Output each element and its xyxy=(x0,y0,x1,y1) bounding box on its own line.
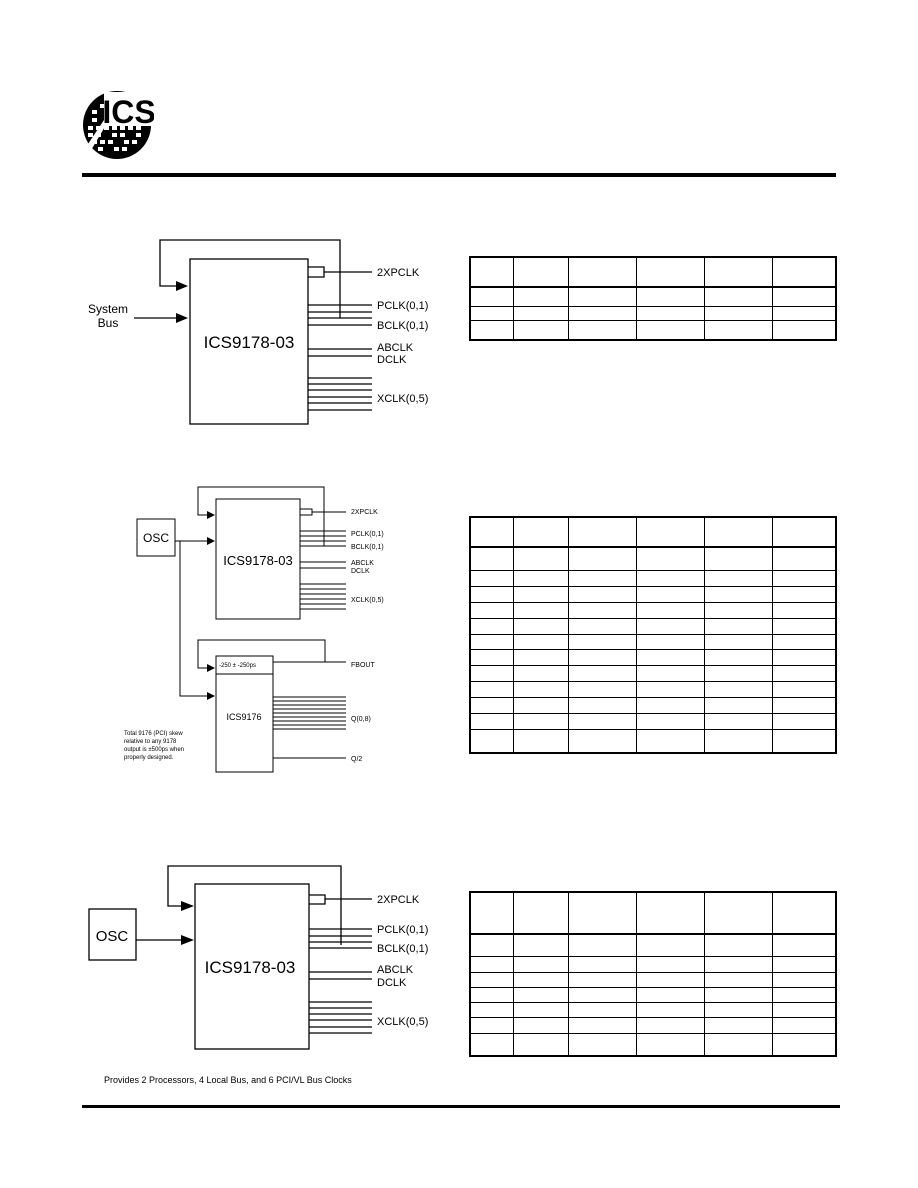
block-diagram-osc-9176 xyxy=(110,480,460,780)
block-diagram-osc xyxy=(80,860,450,1090)
diagram-caption: Provides 2 Processors, 4 Local Bus, and 6 PCI/VL Bus Clocks xyxy=(104,1075,352,1085)
output-label: ABCLK xyxy=(377,342,414,354)
block-diagram-system-bus xyxy=(80,235,450,435)
frequency-table-2 xyxy=(469,516,837,754)
skew-note: Total 9176 (PCI) skew xyxy=(124,731,183,737)
input-label: System xyxy=(87,302,129,316)
output-label: PCLK(0,1) xyxy=(377,300,429,312)
output-label: Q(0,8) xyxy=(351,716,371,723)
output-label: 2XPCLK xyxy=(351,509,378,516)
footer-rule xyxy=(82,1105,840,1108)
output-label: XCLK(0,5) xyxy=(377,1016,429,1028)
output-label: ABCLK xyxy=(351,560,374,567)
skew-note: output is ±500ps when xyxy=(124,747,184,753)
input-label: Bus xyxy=(97,316,119,330)
skew-note: relative to any 9178 xyxy=(124,739,177,745)
frequency-table-1 xyxy=(469,256,837,341)
output-label: DCLK xyxy=(377,977,407,989)
output-label: BCLK(0,1) xyxy=(377,320,429,332)
frequency-table-3 xyxy=(469,891,837,1057)
logo-text: ICS xyxy=(102,94,154,130)
output-label: FBOUT xyxy=(351,662,375,669)
chip2-label: ICS9176 xyxy=(226,712,262,722)
output-label: PCLK(0,1) xyxy=(351,531,384,538)
chip-label: ICS9178-03 xyxy=(204,958,296,977)
output-label: XCLK(0,5) xyxy=(351,597,384,604)
skew-note: properly designed. xyxy=(124,755,174,761)
osc-label: OSC xyxy=(142,531,170,545)
chip-label: ICS9178-03 xyxy=(223,553,293,568)
delay-label: -250 ± -250ps xyxy=(219,663,256,669)
ics-logo-icon xyxy=(82,90,154,160)
output-label: BCLK(0,1) xyxy=(351,544,384,551)
output-label: ABCLK xyxy=(377,964,414,976)
output-label: 2XPCLK xyxy=(377,894,420,906)
output-label: DCLK xyxy=(351,568,370,575)
company-logo xyxy=(82,90,154,160)
chip-label: ICS9178-03 xyxy=(203,333,295,352)
output-label: PCLK(0,1) xyxy=(377,924,429,936)
output-label: BCLK(0,1) xyxy=(377,943,429,955)
output-label: 2XPCLK xyxy=(377,267,420,279)
header-rule xyxy=(82,173,836,177)
osc-label: OSC xyxy=(95,928,129,945)
output-label: Q/2 xyxy=(351,756,363,763)
output-label: DCLK xyxy=(377,354,407,366)
output-label: XCLK(0,5) xyxy=(377,393,429,405)
